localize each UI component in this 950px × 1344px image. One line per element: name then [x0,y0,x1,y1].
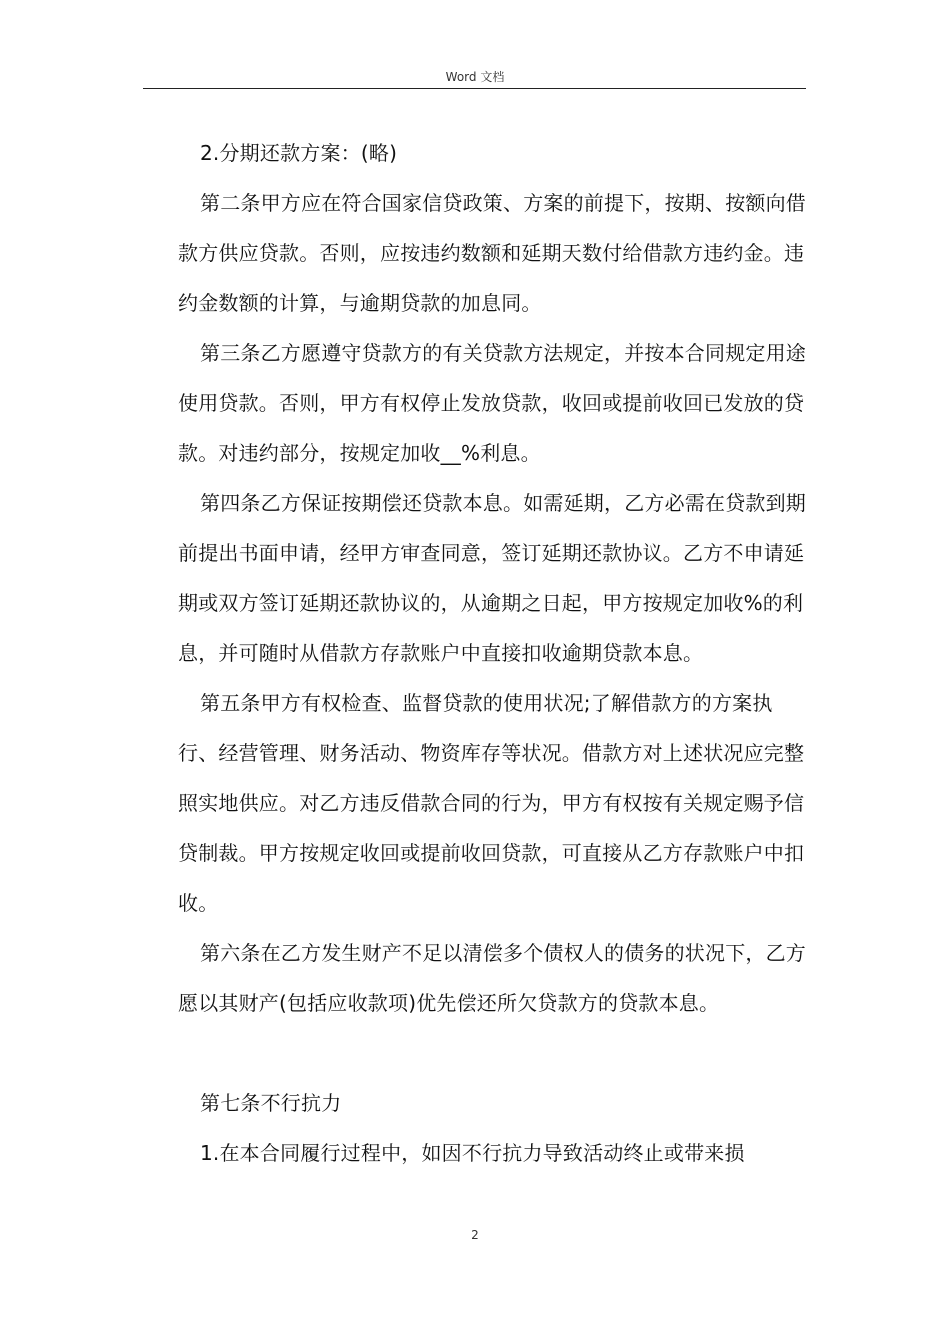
paragraph-article-2: 第二条甲方应在符合国家信贷政策、方案的前提下，按期、按额向借款方供应贷款。否则，应按违约数额和延期天数付给借款方违约金。违约金数额的计算，与逾期贷款的加息同。 [178,191,806,315]
paragraph-article-4: 第四条乙方保证按期偿还贷款本息。如需延期，乙方必需在贷款到期前提出书面申请，经甲方审查同意，签订延期还款协议。乙方不申请延期或双方签订延期还款协议的，从逾期之日起，甲方按规定加收%的利息，并可随时从借款方存款账户中直接扣收逾期贷款本息。 [178,491,806,665]
paragraph-installment-plan: 2.分期还款方案：(略) [200,141,398,165]
document-body [178,128,808,1178]
paragraph-spacer [178,1028,808,1078]
paragraph-article-7-heading: 第七条不行抗力 [200,1091,342,1115]
header-divider [143,88,806,89]
page-header: Word 文档 [445,70,505,84]
paragraph-article-5: 第五条甲方有权检查、监督贷款的使用状况;了解借款方的方案执行、经营管理、财务活动、物资库存等状况。借款方对上述状况应完整照实地供应。对乙方违反借款合同的行为，甲方有权按有关规定赐予信贷制裁。甲方按规定收回或提前收回贷款，可直接从乙方存款账户中扣收。 [178,691,805,915]
paragraph-article-3: 第三条乙方愿遵守贷款方的有关贷款方法规定，并按本合同规定用途使用贷款。否则，甲方有权停止发放贷款，收回或提前收回已发放的贷款。对违约部分，按规定加收__%利息。 [178,341,806,465]
paragraph-article-7-item-1: 1.在本合同履行过程中，如因不行抗力导致活动终止或带来损 [200,1141,745,1165]
page-number: 2 [471,1228,479,1242]
paragraph-article-6: 第六条在乙方发生财产不足以清偿多个债权人的债务的状况下，乙方愿以其财产(包括应收款项)优先偿还所欠贷款方的贷款本息。 [178,941,806,1015]
